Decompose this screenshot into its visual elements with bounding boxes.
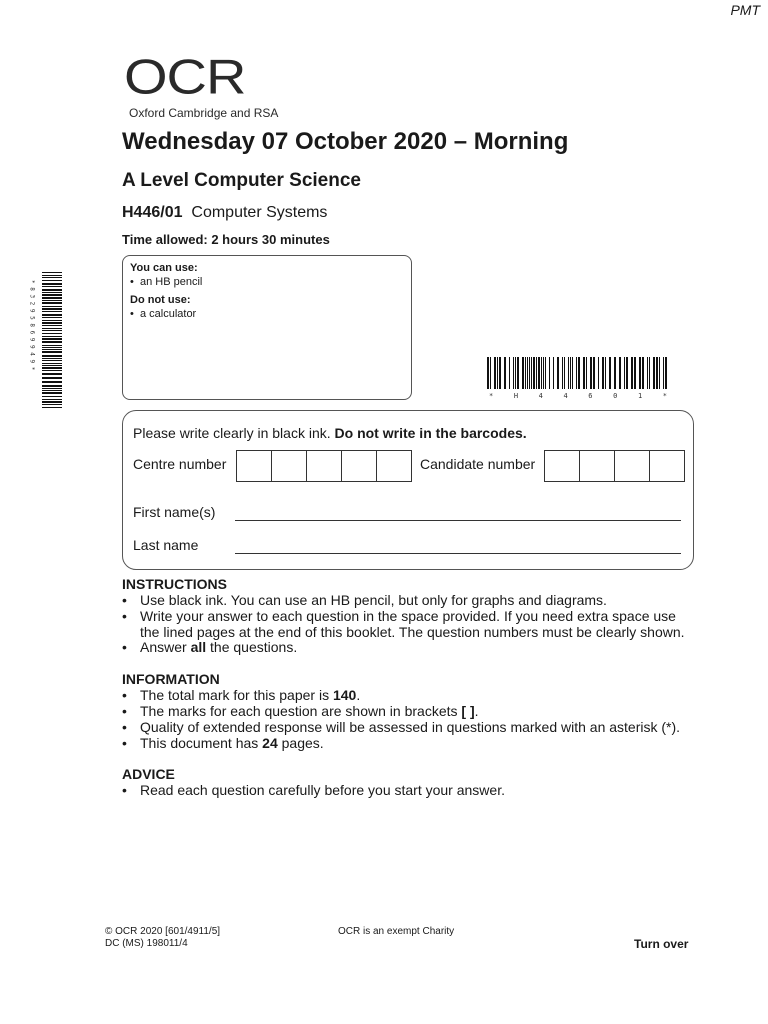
information-heading: INFORMATION xyxy=(122,671,220,687)
candidate-details-box xyxy=(122,410,694,570)
paper-barcode xyxy=(487,357,670,399)
first-name-label: First name(s) xyxy=(133,504,216,520)
side-barcode-text: * 8 3 2 9 5 8 6 9 9 4 9 * xyxy=(28,280,36,371)
footer-copyright: © OCR 2020 [601/4911/5] xyxy=(105,926,221,937)
paper-line xyxy=(122,204,327,222)
time-allowed: Time allowed: 2 hours 30 minutes xyxy=(122,232,330,247)
materials-box xyxy=(122,255,412,400)
can-use-heading: You can use: xyxy=(130,262,198,274)
corner-tag: PMT xyxy=(730,2,760,18)
ocr-logo: OCR xyxy=(124,48,246,104)
last-name-label: Last name xyxy=(133,537,199,553)
advice-heading: ADVICE xyxy=(122,766,175,782)
ink-instruction: Please write clearly in black ink. Do not write in the barcodes. xyxy=(133,425,527,441)
cannot-use-item: • a calculator xyxy=(130,308,197,320)
exam-date-title: Wednesday 07 October 2020 – Morning xyxy=(122,128,569,155)
paper-code: H446/01 xyxy=(122,204,183,221)
turn-over: Turn over xyxy=(634,937,689,951)
can-use-item: • an HB pencil xyxy=(130,276,203,288)
paper-barcode-text: * H 4 4 6 0 1 * xyxy=(489,392,667,400)
paper-name: Computer Systems xyxy=(191,204,328,221)
instructions-heading: INSTRUCTIONS xyxy=(122,576,227,592)
centre-number-field[interactable] xyxy=(236,450,412,482)
centre-number-label: Centre number xyxy=(133,456,227,472)
candidate-number-field[interactable] xyxy=(544,450,685,482)
logo-subtitle: Oxford Cambridge and RSA xyxy=(129,106,279,120)
footer-charity: OCR is an exempt Charity xyxy=(338,926,455,937)
last-name-field[interactable] xyxy=(235,553,681,554)
footer-dc-code: DC (MS) 198011/4 xyxy=(105,938,188,949)
candidate-number-label: Candidate number xyxy=(420,456,536,472)
side-barcode xyxy=(30,272,62,410)
exam-subject: A Level Computer Science xyxy=(122,170,361,191)
cannot-use-heading: Do not use: xyxy=(130,294,191,306)
first-name-field[interactable] xyxy=(235,520,681,521)
